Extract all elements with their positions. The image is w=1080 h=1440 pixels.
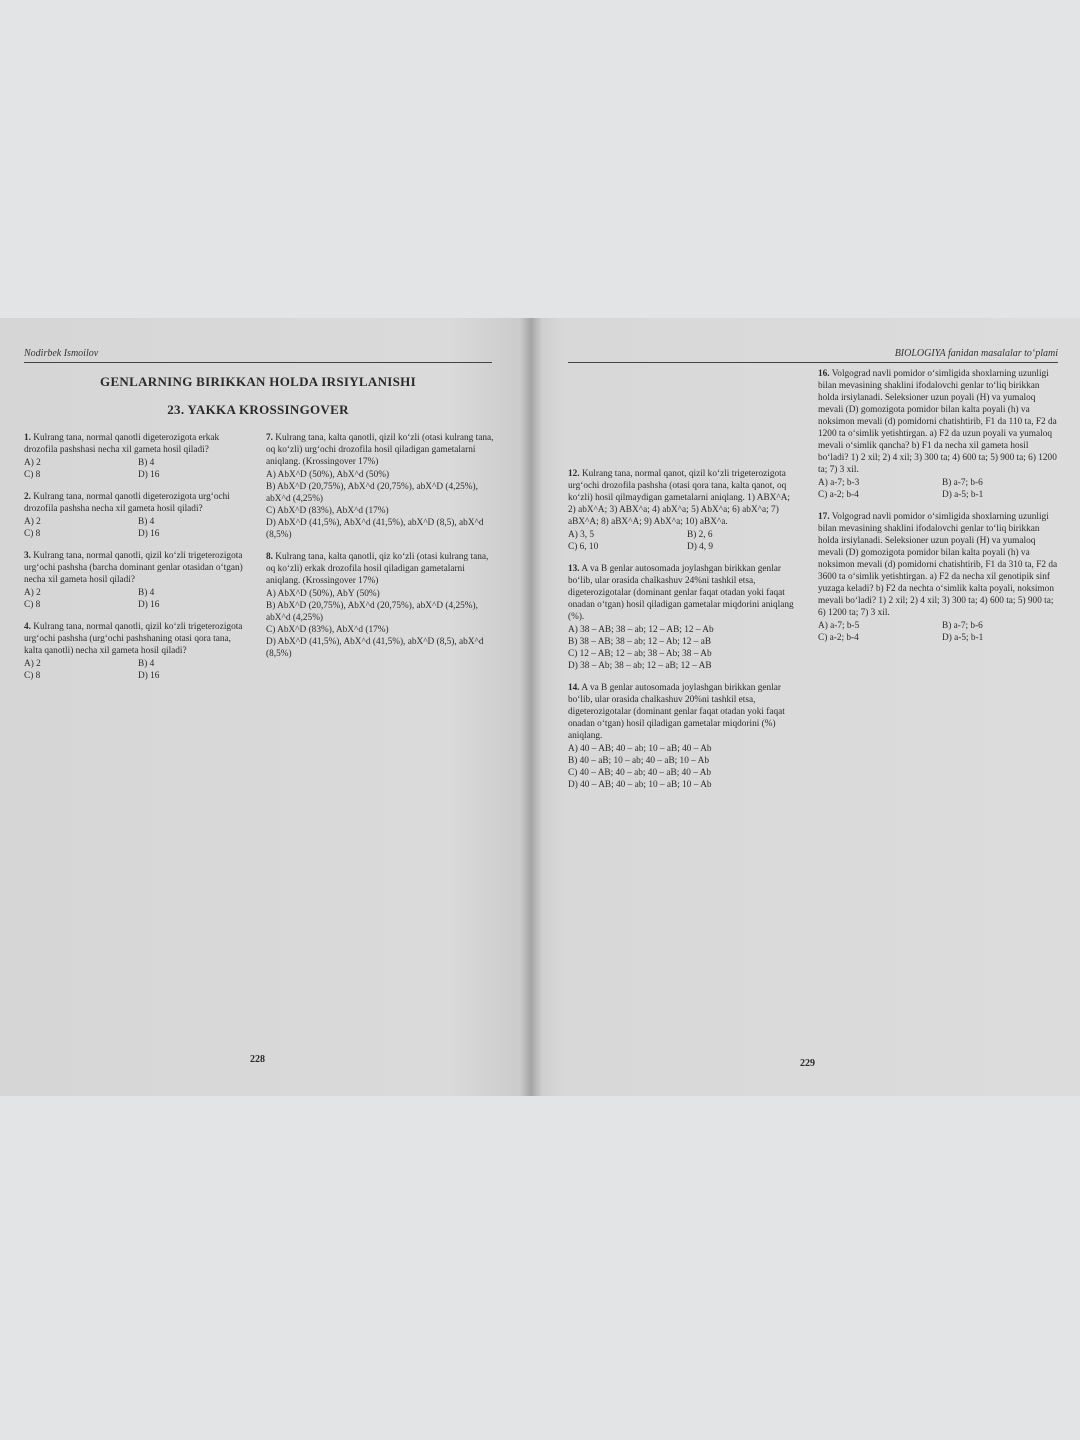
right-column-2 xyxy=(818,368,1058,654)
answer-option: C) 8 xyxy=(24,671,41,681)
answer-options xyxy=(568,529,798,553)
question-item xyxy=(568,563,798,672)
right-page xyxy=(530,318,1080,1096)
open-book xyxy=(0,318,1080,1096)
answer-option: D) 4, 9 xyxy=(687,542,714,552)
answer-options xyxy=(266,588,494,660)
answer-options xyxy=(24,658,244,682)
question-item xyxy=(818,368,1058,501)
header-rule xyxy=(24,362,492,363)
answer-options xyxy=(818,620,1058,644)
answer-options xyxy=(568,624,798,672)
answer-option: A) a-7; b-5 xyxy=(818,621,860,631)
question-text: Kulrang tana, normal qanotli digeterozigota erkak drozofila pashshasi necha xil gameta hosil qiladi? xyxy=(24,433,220,455)
answer-options xyxy=(266,469,494,541)
question-number: 8. xyxy=(266,552,273,562)
question-text: Kulrang tana, normal qanotli, qizil ko‘zli trigeterozigota urg‘ochi pashsha (urg‘ochi pashshaning otasi qora tana, kalta qanotli) necha xil gameta hosil qiladi? xyxy=(24,622,243,656)
page-number-left: 228 xyxy=(250,1054,265,1065)
question-number: 12. xyxy=(568,469,580,479)
answer-option: B) AbX^D (20,75%), AbX^d (20,75%), abX^D (4,25%), abX^d (4,25%) xyxy=(266,601,478,623)
question-number: 2. xyxy=(24,492,31,502)
answer-option: A) 2 xyxy=(24,458,41,468)
question-number: 3. xyxy=(24,551,31,561)
question-number: 7. xyxy=(266,433,273,443)
question-text: Kulrang tana, kalta qanotli, qizil ko‘zli (otasi kulrang tana, oq ko‘zli) urg‘ochi drozofila hosil qiladigan gametalarni aniqlang. (Krossingover 17%) xyxy=(266,433,494,467)
question-item xyxy=(24,491,244,540)
answer-option: A) AbX^D (50%), AbX^d (50%) xyxy=(266,470,390,480)
answer-option: C) AbX^D (83%), AbX^d (17%) xyxy=(266,506,389,516)
question-item xyxy=(568,468,798,553)
book-gutter-shadow xyxy=(520,318,542,1096)
answer-option: B) a-7; b-6 xyxy=(942,478,983,488)
answer-option: A) AbX^D (50%), AbY (50%) xyxy=(266,589,380,599)
answer-option: C) 12 – AB; 12 – ab; 38 – Ab; 38 – Ab xyxy=(568,649,712,659)
answer-option: D) 16 xyxy=(138,529,160,539)
answer-option: D) 16 xyxy=(138,470,160,480)
answer-option: B) 4 xyxy=(138,517,155,527)
question-item xyxy=(24,550,244,611)
question-number: 1. xyxy=(24,433,31,443)
answer-option: A) 3, 5 xyxy=(568,530,595,540)
answer-option: C) 8 xyxy=(24,470,41,480)
header-rule xyxy=(568,362,1058,363)
answer-options xyxy=(24,457,244,481)
right-column-1 xyxy=(568,468,798,801)
chapter-title: GENLARNING BIRIKKAN HOLDA IRSIYLANISHI xyxy=(100,374,416,389)
answer-option: C) 8 xyxy=(24,600,41,610)
question-number: 16. xyxy=(818,369,830,379)
question-text: Volgograd navli pomidor o‘simligida shoxlarning uzunligi bilan mevasining shaklini ifodalovchi genlar to‘liq birikkan holda irsiylanadi. Seleksioner uzun poyali (H) va yumaloq mevali (D) gomozigota pomidor bilan kalta poyali (h) va noksimon mevali (d) pomidorni chatishtirib, F1 da 310 ta, F2 da 3600 ta o‘simlik yetishtirgan. a) F2 da necha xil genotipik sinf yuzaga keladi? b) F2 da nechta o‘simlik kalta poyali, noksimon mevali bo‘ladi? 1) 2 xil; 2) 4 xil; 3) 300 ta; 4) 600 ta; 5) 900 ta; 6) 1200 ta; 7) 3 xil. xyxy=(818,512,1058,618)
answer-option: C) a-2; b-4 xyxy=(818,633,859,643)
question-number: 17. xyxy=(818,512,830,522)
answer-option: D) 38 – Ab; 38 – ab; 12 – aB; 12 – AB xyxy=(568,661,712,671)
answer-option: D) a-5; b-1 xyxy=(942,490,984,500)
answer-option: D) a-5; b-1 xyxy=(942,633,984,643)
answer-option: A) 40 – AB; 40 – ab; 10 – aB; 40 – Ab xyxy=(568,744,712,754)
question-number: 4. xyxy=(24,622,31,632)
question-item xyxy=(24,621,244,682)
question-text: Volgograd navli pomidor o‘simligida shoxlarning uzunligi bilan mevasining shaklini ifodalovchi genlar to‘liq birikkan holda irsiylanadi. Seleksioner uzun poyali (H) va yumaloq mevali (D) gomozigota pomidor bilan kalta poyali (h) va noksimon mevali (d) pomidorni chatishtirib, F1 da 110 ta, F2 da 1200 ta o‘simlik yetishtirgan. a) F2 da uzun poyali va yumaloq mevali o‘simlik qancha? b) F1 da necha xil gameta hosil bo‘ladi? 1) 2 xil; 2) 4 xil; 3) 300 ta; 4) 600 ta; 5) 900 ta; 6) 1200 ta; 7) 3 xil. xyxy=(818,369,1057,475)
answer-option: D) AbX^D (41,5%), AbX^d (41,5%), abX^D (8,5), abX^d (8,5%) xyxy=(266,637,484,659)
running-head-book: BIOLOGIYA fanidan masalalar to‘plami xyxy=(894,348,1058,359)
answer-option: D) 16 xyxy=(138,600,160,610)
answer-option: A) 38 – AB; 38 – ab; 12 – AB; 12 – Ab xyxy=(568,625,714,635)
question-item xyxy=(24,432,244,481)
answer-option: A) 2 xyxy=(24,588,41,598)
left-column-1 xyxy=(24,432,244,692)
answer-option: B) 4 xyxy=(138,458,155,468)
answer-option: B) a-7; b-6 xyxy=(942,621,983,631)
question-text: Kulrang tana, normal qanotli digeterozigota urg‘ochi drozofila pashsha necha xil gameta hosil qiladi? xyxy=(24,492,230,514)
question-text: A va B genlar autosomada joylashgan birikkan genlar bo‘lib, ular orasida chalkashuv 20%ni tashkil etsa, digeterozigotalar (dominant genlar faqat otadan yoki faqat onadan o‘tgan) hosil qiladigan gametalar miqdorini (%) aniqlang. xyxy=(568,683,785,741)
answer-options xyxy=(818,477,1058,501)
question-text: Kulrang tana, kalta qanotli, qiz ko‘zli (otasi kulrang tana, oq ko‘zli) erkak drozofila hosil qiladigan gametalarni aniqlang. (Krossingover 17%) xyxy=(266,552,489,586)
answer-option: D) AbX^D (41,5%), AbX^d (41,5%), abX^D (8,5), abX^d (8,5%) xyxy=(266,518,484,540)
left-page xyxy=(0,318,530,1096)
question-item xyxy=(266,551,494,660)
answer-option: D) 40 – AB; 40 – ab; 10 – aB; 10 – Ab xyxy=(568,780,712,790)
question-text: Kulrang tana, normal qanotli, qizil ko‘zli trigeterozigota urg‘ochi pashsha (barcha dominant genlar otasidan o‘tgan) necha xil gameta hosil qiladi? xyxy=(24,551,243,585)
answer-options xyxy=(568,743,798,791)
answer-option: B) 38 – AB; 38 – ab; 12 – Ab; 12 – aB xyxy=(568,637,712,647)
answer-option: D) 16 xyxy=(138,671,160,681)
answer-option: C) 8 xyxy=(24,529,41,539)
answer-option: A) 2 xyxy=(24,517,41,527)
question-item xyxy=(568,682,798,791)
question-text: A va B genlar autosomada joylashgan birikkan genlar bo‘lib, ular orasida chalkashuv 24%ni tashkil etsa, digeterozigotalar (dominant genlar faqat otadan yoki faqat onadan o‘tgan) hosil qiladigan gametalar miqdorini aniqlang (%). xyxy=(568,564,794,622)
question-number: 13. xyxy=(568,564,580,574)
page-number-right: 229 xyxy=(800,1058,815,1069)
left-column-2 xyxy=(266,432,494,670)
answer-option: C) a-2; b-4 xyxy=(818,490,859,500)
question-number: 14. xyxy=(568,683,580,693)
section-title: 23. YAKKA KROSSINGOVER xyxy=(167,402,349,417)
question-text: Kulrang tana, normal qanot, qizil ko‘zli trigeterozigota urg‘ochi drozofila pashsha (otasi qora tana, kalta qanot, oq ko‘zli) hosil qilmaydigan gametalarni aniqlang. 1) ABX^A; 2) abX^A; 3) ABX^a; 4) abX^a; 5) AbX^a; 6) abX^a; 7) aBX^A; 8) aBX^A; 9) AbX^a; 10) aBX^a. xyxy=(568,469,791,527)
question-item xyxy=(266,432,494,541)
answer-option: B) AbX^D (20,75%), AbX^d (20,75%), abX^D (4,25%), abX^d (4,25%) xyxy=(266,482,478,504)
answer-options xyxy=(24,516,244,540)
answer-option: C) AbX^D (83%), AbX^d (17%) xyxy=(266,625,389,635)
answer-option: C) 6, 10 xyxy=(568,542,599,552)
answer-option: B) 40 – aB; 10 – ab; 40 – aB; 10 – Ab xyxy=(568,756,709,766)
answer-option: B) 2, 6 xyxy=(687,530,713,540)
running-head-author: Nodirbek Ismoilov xyxy=(24,348,99,359)
question-item xyxy=(818,511,1058,644)
answer-option: A) a-7; b-3 xyxy=(818,478,860,488)
answer-options xyxy=(24,587,244,611)
answer-option: B) 4 xyxy=(138,588,155,598)
answer-option: C) 40 – AB; 40 – ab; 40 – aB; 40 – Ab xyxy=(568,768,712,778)
answer-option: A) 2 xyxy=(24,659,41,669)
answer-option: B) 4 xyxy=(138,659,155,669)
